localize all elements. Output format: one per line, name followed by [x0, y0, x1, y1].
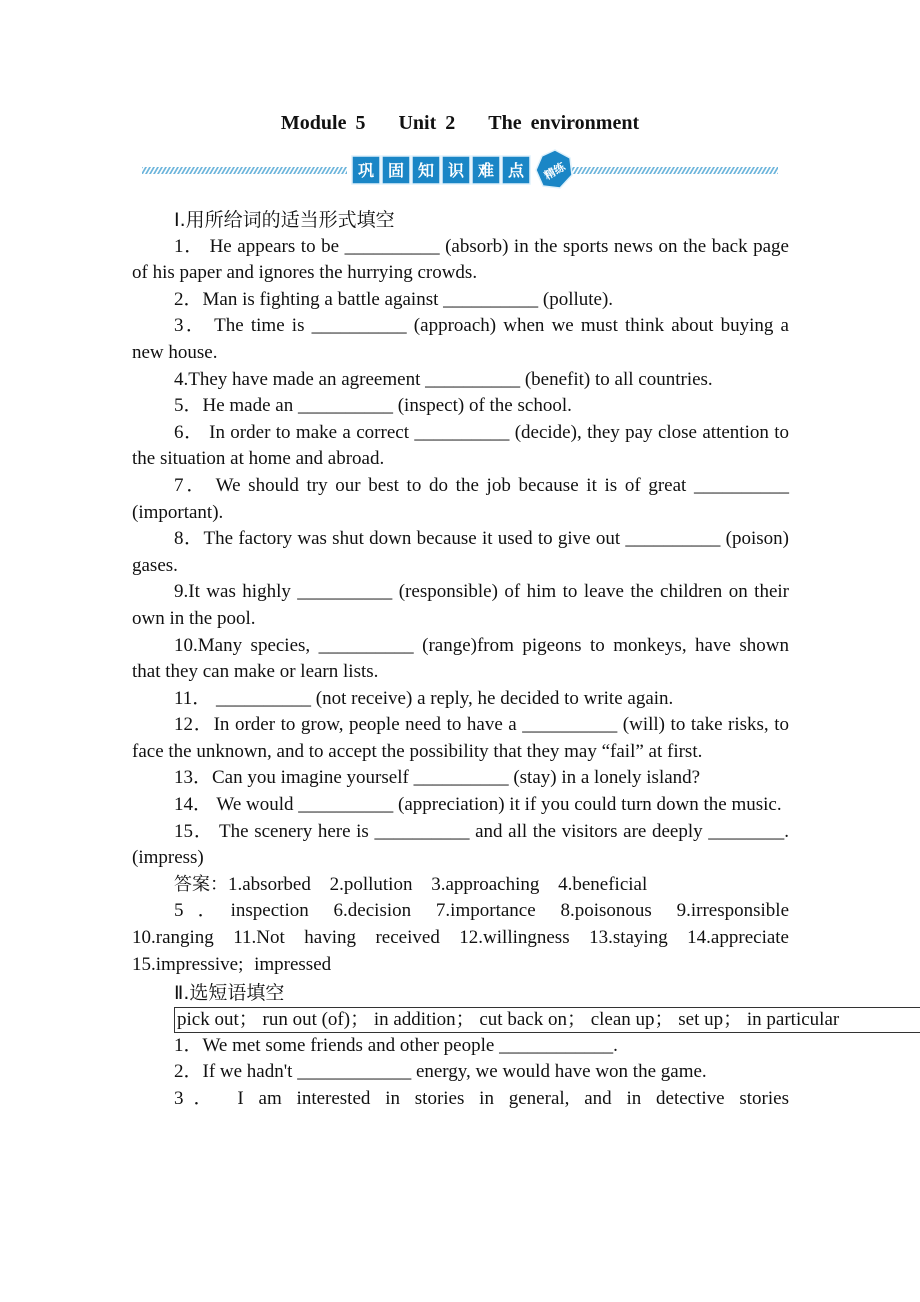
badge-icon	[536, 150, 572, 188]
question-10: 10.Many species, __________ (range)from pigeons to monkeys, have shown that they can make or learn lists.	[132, 634, 789, 683]
banner-stripe-left	[142, 167, 347, 174]
question-8: 8．The factory was shut down because it used to give out __________ (poison) gases.	[132, 528, 789, 576]
page-title	[0, 112, 920, 135]
answer-text-1: 1.absorbed 2.pollution 3.approaching 4.beneficial	[228, 873, 648, 895]
question-9: 9.It was highly __________ (responsible) of him to leave the children on their own in the pool.	[132, 581, 789, 629]
phrase-question-1: 1．We met some friends and other people ____________.	[174, 1034, 618, 1056]
question-15: 15． The scenery here is __________ and all the visitors are deeply ________.(impress)	[132, 820, 789, 869]
exercise-content	[132, 205, 840, 1113]
question-5: 5．He made an __________ (inspect) of the school.	[174, 395, 572, 417]
section-banner	[140, 148, 780, 194]
phrase-box: pick out； run out (of)； in addition； cut back on； clean up； set up； in particular	[174, 1007, 920, 1033]
answer-key-line1	[132, 872, 789, 899]
banner-char-5: 难	[477, 161, 495, 180]
phrase-question-3: 3． I am interested in stories in general, and in detective stories	[174, 1088, 789, 1109]
phrase-question-2: 2．If we hadn't ____________ energy, we would have won the game.	[174, 1061, 707, 1083]
question-7: 7． We should try our best to do the job because it is of great __________ (important).	[132, 474, 789, 523]
badge-text: 精练	[541, 160, 568, 183]
topic-label: The environment	[488, 112, 640, 134]
banner-char-3: 知	[417, 161, 435, 180]
module-label: Module 5	[280, 112, 366, 134]
question-6: 6． In order to make a correct __________ (decide), they pay close attention to the situation at home and abroad.	[132, 421, 789, 470]
banner-stripe-right	[572, 167, 778, 174]
question-11: 11． __________ (not receive) a reply, he decided to write again.	[174, 687, 674, 709]
banner-char-2: 固	[387, 161, 405, 180]
section1-heading: Ⅰ.用所给词的适当形式填空	[174, 209, 395, 231]
question-13: 13．Can you imagine yourself __________ (stay) in a lonely island?	[174, 767, 701, 789]
banner-char-6: 点	[507, 161, 525, 180]
section2-heading: Ⅱ.选短语填空	[174, 982, 285, 1005]
question-4: 4.They have made an agreement __________ (benefit) to all countries.	[174, 368, 713, 390]
answer-key-line2: 5．inspection 6.decision 7.importance 8.poisonous 9.irresponsible 10.ranging 11.Not having received 12.willingness 13.staying 14.appreciate 15.impressive; impressed	[132, 900, 789, 975]
question-2: 2．Man is fighting a battle against __________ (pollute).	[174, 288, 614, 310]
banner-char-1: 巩	[357, 161, 375, 180]
unit-label: Unit 2	[398, 112, 456, 134]
question-3: 3． The time is __________ (approach) when we must think about buying a new house.	[132, 315, 789, 363]
banner-tiles	[352, 156, 530, 184]
question-12: 12．In order to grow, people need to have a __________ (will) to take risks, to face the unknown, and to accept the possibility that they may “fail” at first.	[132, 714, 789, 762]
question-1: 1． He appears to be __________ (absorb) in the sports news on the back page of his paper and ignores the hurrying crowds.	[132, 235, 789, 284]
answer-label: 答案：	[174, 873, 228, 895]
banner-char-4: 识	[447, 161, 465, 180]
question-14: 14． We would __________ (appreciation) it if you could turn down the music.	[174, 794, 782, 816]
